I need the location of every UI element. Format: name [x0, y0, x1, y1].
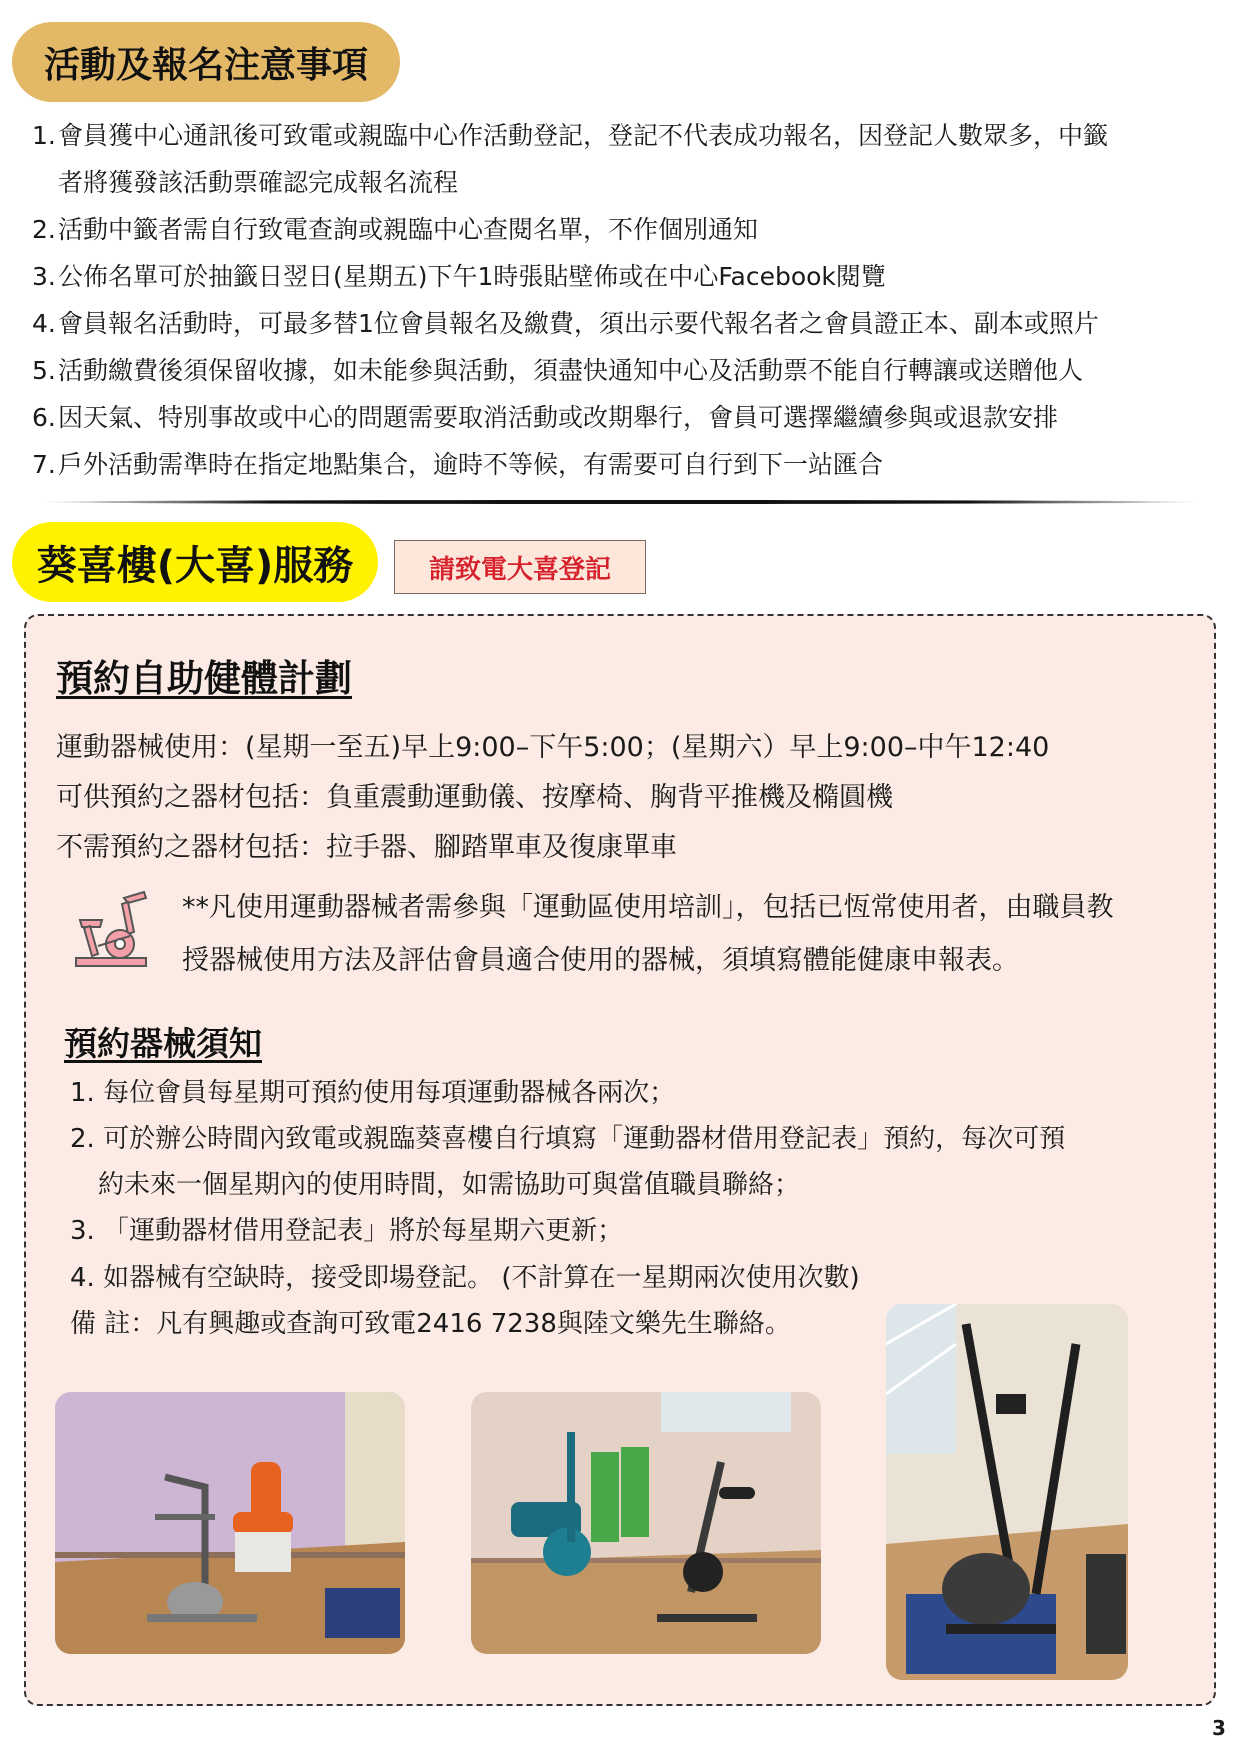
- bookable-equipment: 可供預約之器材包括：負重震動運動儀、按摩椅、胸背平推機及橢圓機: [56, 782, 893, 813]
- notice-item: 3. 公佈名單可於抽籤日翌日(星期五)下午1時張貼壁佈或在中心Facebook閱覽: [32, 262, 886, 291]
- service-title: 葵喜樓(大喜)服務: [12, 522, 378, 602]
- rule-item: 4. 如器械有空缺時，接受即場登記。 (不計算在一星期兩次使用次數): [70, 1263, 860, 1293]
- training-note-line: 授器械使用方法及評估會員適合使用的器械，須填寫體能健康申報表。: [182, 945, 1019, 976]
- notice-list: [32, 112, 1212, 488]
- notice-item: 5. 活動繳費後須保留收據，如未能參與活動，須盡快通知中心及活動票不能自行轉讓或送贈他人: [32, 356, 1084, 385]
- rule-item-continued: 約未來一個星期內的使用時間，如需協助可與當值職員聯絡；: [98, 1170, 801, 1200]
- register-badge: 請致電大喜登記: [394, 540, 646, 594]
- notice-item: 7. 戶外活動需準時在指定地點集合，逾時不等候，有需要可自行到下一站匯合: [32, 450, 884, 479]
- opening-hours: 運動器械使用：(星期一至五)早上9:00–下午5:00；(星期六）早上9:00–中午12:40: [56, 732, 1050, 763]
- notice-item: 4. 會員報名活動時，可最多替1位會員報名及繳費，須出示要代報名者之會員證正本、副本或照片: [32, 309, 1099, 338]
- gym-photo-recumbent-and-folding-bike: [471, 1392, 821, 1654]
- plan-title: 預約自助健體計劃: [56, 657, 352, 700]
- rule-item: 2. 可於辦公時間內致電或親臨葵喜樓自行填寫「運動器材借用登記表」預約，每次可預: [70, 1124, 1066, 1154]
- notice-item: 1. 會員獲中心通訊後可致電或親臨中心作活動登記，登記不代表成功報名，因登記人數眾多，中籤 者將獲發該活動票確認完成報名流程: [32, 121, 1109, 197]
- page-number: 3: [1212, 1716, 1226, 1740]
- gym-photo-elliptical-trainer: [886, 1304, 1128, 1680]
- section-divider: [40, 500, 1200, 504]
- rules-title: 預約器械須知: [64, 1024, 262, 1063]
- contact-remark: 備 註：凡有興趣或查詢可致電2416 7238與陸文樂先生聯絡。: [70, 1309, 791, 1339]
- rule-item: 3. 「運動器材借用登記表」將於每星期六更新；: [70, 1216, 624, 1246]
- notice-title: 活動及報名注意事項: [12, 22, 400, 102]
- training-note-line: **凡使用運動器械者需參與「運動區使用培訓」，包括已恆常使用者，由職員教: [182, 892, 1114, 923]
- exercise-bike-icon: [66, 880, 166, 980]
- notice-item: 2. 活動中籤者需自行致電查詢或親臨中心查閱名單，不作個別通知: [32, 215, 759, 244]
- non-bookable-equipment: 不需預約之器材包括：拉手器、腳踏單車及復康單車: [56, 832, 677, 863]
- gym-photo-exercise-bike-and-chair: [55, 1392, 405, 1654]
- rule-item: 1. 每位會員每星期可預約使用每項運動器械各兩次；: [70, 1078, 676, 1108]
- notice-item: 6. 因天氣、特別事故或中心的問題需要取消活動或改期舉行，會員可選擇繼續參與或退款安排: [32, 403, 1059, 432]
